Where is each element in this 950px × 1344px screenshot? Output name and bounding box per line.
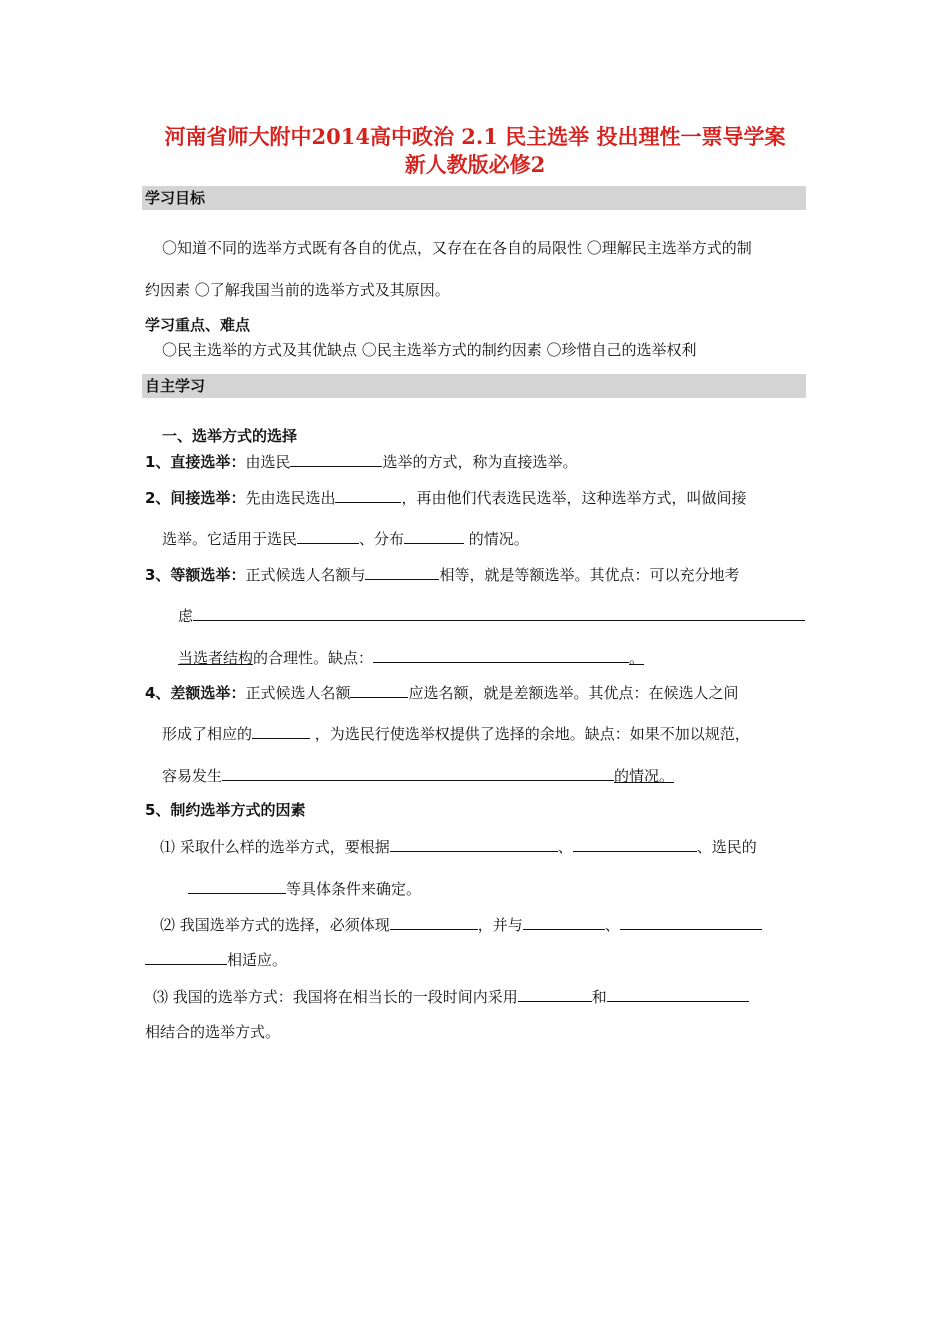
q3-text-e: 的合理性。缺点： <box>253 649 374 667</box>
question-2 <box>145 486 746 509</box>
blank[interactable] <box>620 913 762 930</box>
p3-text-b: 和 <box>591 988 607 1006</box>
blank[interactable] <box>607 985 749 1002</box>
q3-text-f: 。 <box>629 649 645 667</box>
blank[interactable] <box>365 563 439 580</box>
p3-text-a: ⑶ 我国的选举方式：我国将在相当长的一段时间内采用 <box>153 988 518 1006</box>
question-4-cont1 <box>162 722 750 745</box>
q3-text-c: 虑 <box>178 607 194 625</box>
p2-text-d: 相适应。 <box>227 951 288 969</box>
q4-text-c: 形成了相应的 <box>162 725 253 743</box>
q4-label: 4、差额选举： <box>145 684 246 702</box>
q2-text-e: 的情况。 <box>464 530 529 548</box>
factor-2-cont <box>145 948 287 971</box>
p1-text-d: 等具体条件来确定。 <box>286 880 422 898</box>
question-3-cont1 <box>178 604 805 627</box>
q3-text-b: 相等，就是等额选举。其优点：可以充分地考 <box>439 566 740 584</box>
factor-3 <box>153 985 749 1008</box>
keypoints-header: 学习重点、难点 <box>145 316 251 334</box>
q4-text-d: ，为选民行使选举权提供了选择的余地。缺点：如果不加以规范， <box>310 725 750 743</box>
p2-text-a: ⑵ 我国选举方式的选择，必须体现 <box>160 916 390 934</box>
q2-text-c: 选举。它适用于选民 <box>162 530 298 548</box>
blank[interactable] <box>297 527 359 544</box>
blank[interactable] <box>252 722 310 739</box>
blank[interactable] <box>335 486 401 503</box>
blank[interactable] <box>193 604 805 621</box>
blank[interactable] <box>222 764 614 781</box>
blank[interactable] <box>518 985 592 1002</box>
q1-label: 1、直接选举： <box>145 453 246 471</box>
blank[interactable] <box>373 646 629 663</box>
p1-text-b: 、 <box>557 838 573 856</box>
factor-3-cont: 相结合的选举方式。 <box>145 1023 281 1041</box>
p1-text-a: ⑴ 采取什么样的选举方式，要根据 <box>160 838 390 856</box>
document-title-line1: 河南省师大附中2014高中政治 2.1 民主选举 投出理性一票导学案 <box>164 124 786 149</box>
question-4 <box>145 681 738 704</box>
q2-text-b: ，再由他们代表选民选举，这种选举方式，叫做间接 <box>401 489 747 507</box>
blank[interactable] <box>145 948 227 965</box>
factor-1-cont <box>188 877 421 900</box>
q2-label: 2、间接选举： <box>145 489 246 507</box>
document-title-line2: 新人教版必修2 <box>404 152 546 177</box>
q1-text-a: 由选民 <box>245 453 291 471</box>
q1-text-b: 选举的方式，称为直接选举。 <box>382 453 578 471</box>
q2-text-d: 、分布 <box>359 530 405 548</box>
objectives-line1: 〇知道不同的选举方式既有各自的优点，又存在在各自的局限性 〇理解民主选举方式的制 <box>162 239 752 257</box>
blank[interactable] <box>390 913 478 930</box>
blank[interactable] <box>390 835 558 852</box>
objectives-header: 学习目标 <box>142 186 806 210</box>
p1-text-c: 、选民的 <box>696 838 757 856</box>
blank[interactable] <box>290 450 382 467</box>
selfstudy-header: 自主学习 <box>142 374 806 398</box>
blank[interactable] <box>188 877 286 894</box>
factor-2 <box>160 913 762 936</box>
q4-text-f: 的情况。 <box>614 767 675 785</box>
question-3-cont2 <box>178 646 644 669</box>
objectives-line2: 约因素 〇了解我国当前的选举方式及其原因。 <box>145 281 450 299</box>
q3-label: 3、等额选举： <box>145 566 246 584</box>
question-2-cont <box>162 527 529 550</box>
blank[interactable] <box>573 835 697 852</box>
p2-text-c: 、 <box>604 916 620 934</box>
blank[interactable] <box>523 913 605 930</box>
question-4-cont2 <box>162 764 674 787</box>
q4-text-b: 应选名额，就是差额选举。其优点：在候选人之间 <box>408 684 739 702</box>
p2-text-b: ，并与 <box>477 916 523 934</box>
q4-text-e: 容易发生 <box>162 767 223 785</box>
question-1 <box>145 450 577 473</box>
blank[interactable] <box>404 527 464 544</box>
keypoints-line1: 〇民主选举的方式及其优缺点 〇民主选举方式的制约因素 〇珍惜自己的选举权利 <box>162 341 697 359</box>
section5-heading: 5、制约选举方式的因素 <box>145 801 306 819</box>
question-3 <box>145 563 739 586</box>
section1-heading: 一、选举方式的选择 <box>162 427 298 445</box>
q2-text-a: 先由选民选出 <box>245 489 336 507</box>
q3-text-d: 当选者结构 <box>178 649 254 667</box>
factor-1 <box>160 835 757 858</box>
q3-text-a: 正式候选人名额与 <box>245 566 366 584</box>
blank[interactable] <box>350 681 408 698</box>
q4-text-a: 正式候选人名额 <box>245 684 351 702</box>
